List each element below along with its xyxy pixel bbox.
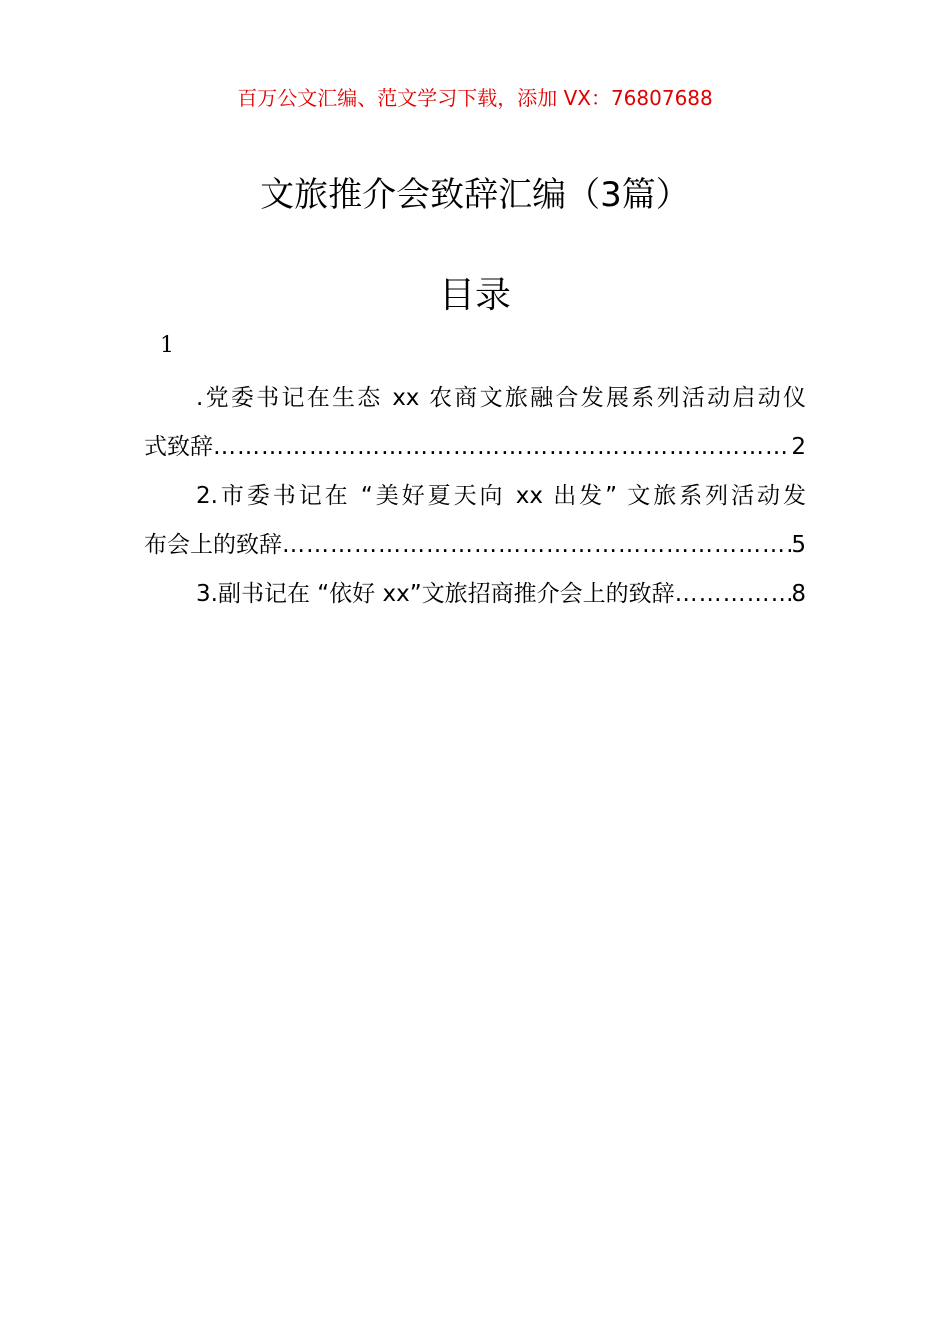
- dot-leader: [675, 570, 792, 619]
- toc-page-number: 2: [791, 434, 806, 460]
- toc-entry-1[interactable]: [144, 374, 806, 472]
- toc-entry-3[interactable]: [144, 570, 806, 619]
- toc-page-number: 5: [791, 532, 806, 558]
- toc-entry-title-line: 3.副书记在 “依好 xx”文旅招商推介会上的致辞: [196, 581, 675, 607]
- toc-entry-title-line: .党委书记在生态 xx 农商文旅融合发展系列活动启动仪: [196, 385, 806, 411]
- dot-leader: [282, 521, 791, 570]
- toc-entry-2[interactable]: [144, 472, 806, 570]
- toc-entry-title-continuation: 布会上的致辞: [144, 532, 282, 558]
- document-title: 文旅推介会致辞汇编（3篇）: [260, 175, 690, 215]
- toc-entry-title-continuation: 式致辞: [144, 434, 213, 460]
- toc-heading: 目录: [438, 275, 511, 316]
- toc-page-number: 8: [791, 581, 806, 607]
- dot-leader: [213, 423, 791, 472]
- header-note: 百万公文汇编、范文学习下载，添加 VX：76807688: [237, 86, 713, 110]
- stray-number: 1: [160, 333, 174, 358]
- toc-entry-title-line: 2.市委书记在 “美好夏天向 xx 出发” 文旅系列活动发: [196, 483, 806, 509]
- table-of-contents: [144, 374, 806, 619]
